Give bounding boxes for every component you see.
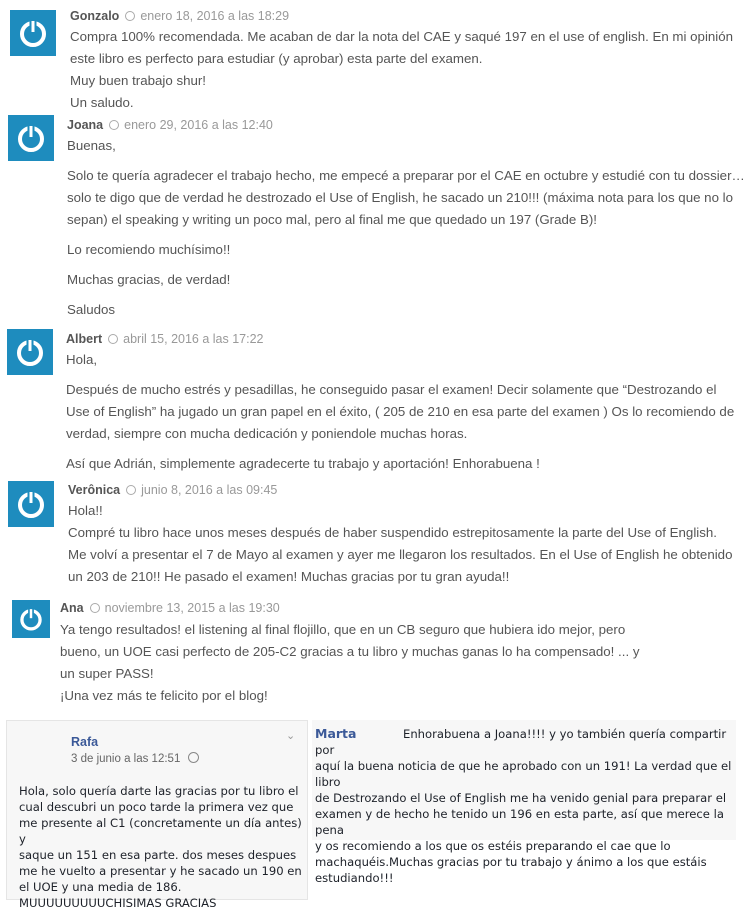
comment-date[interactable]: junio 8, 2016 a las 09:45 bbox=[141, 483, 278, 497]
comment-line: Un saludo. bbox=[70, 95, 134, 110]
facebook-body bbox=[19, 783, 304, 911]
comment-meta bbox=[67, 118, 273, 132]
avatar[interactable] bbox=[8, 481, 54, 527]
comment-body bbox=[70, 26, 733, 114]
comment-line: Hola!! bbox=[68, 503, 103, 518]
comment-body bbox=[66, 349, 734, 475]
power-icon bbox=[17, 605, 45, 633]
comment-line: Me volví a presentar el 7 de Mayo al examen y ayer me llegaron los resultados. En el Use of English he obtenido bbox=[68, 547, 733, 562]
message-line: aquí la buena noticia de que he aprobado con un 191! La verdad que el libro bbox=[315, 759, 732, 789]
comment-gonzalo bbox=[0, 0, 747, 112]
comment-albert bbox=[0, 326, 747, 478]
comment-joana bbox=[0, 112, 747, 324]
comment-line: Buenas, bbox=[67, 138, 116, 153]
comment-meta bbox=[68, 483, 277, 497]
avatar[interactable] bbox=[12, 600, 50, 638]
message-line: y os recomiendo a los que os estéis preparando el cae que lo bbox=[315, 839, 671, 853]
message-line: de Destrozando el Use of English me ha venido genial para preparar el bbox=[315, 791, 727, 805]
comment-line: Solo te quería agradecer el trabajo hecho, me empecé a preparar por el CAE en octubre y estudié con tu dossier… bbox=[67, 168, 745, 183]
comment-author[interactable]: Albert bbox=[66, 332, 103, 346]
comment-line: Así que Adrián, simplemente agradecerte tu trabajo y aportación! Enhorabuena ! bbox=[66, 456, 540, 471]
comment-line: Muchas gracias, de verdad! bbox=[67, 272, 231, 287]
comment-line: Hola, bbox=[66, 352, 98, 367]
clock-icon bbox=[125, 11, 135, 21]
comment-line: Después de mucho estrés y pesadillas, he conseguido pasar el examen! Decir solamente que “Destrozando el bbox=[66, 382, 717, 397]
facebook-date[interactable] bbox=[71, 752, 199, 765]
comment-ana bbox=[0, 596, 747, 710]
message-author[interactable]: Marta bbox=[315, 726, 357, 741]
facebook-date-text: 3 de junio a las 12:51 bbox=[71, 753, 181, 765]
avatar[interactable] bbox=[8, 115, 54, 161]
power-icon bbox=[13, 335, 47, 369]
comment-line: Ya tengo resultados! el listening al final flojillo, que en un CB seguro que hubiera ido mejor, pero bbox=[60, 622, 626, 637]
power-icon bbox=[14, 487, 48, 521]
clock-icon bbox=[109, 120, 119, 130]
comment-body bbox=[60, 619, 639, 707]
message-line: estudiando!!! bbox=[315, 871, 394, 885]
message-card bbox=[312, 720, 736, 885]
facebook-author[interactable]: Rafa bbox=[71, 735, 99, 749]
comment-author[interactable]: Gonzalo bbox=[70, 9, 120, 23]
comment-veronica bbox=[0, 478, 747, 593]
power-icon bbox=[14, 121, 48, 155]
facebook-line: me presente al C1 (concretamente un día antes) y bbox=[19, 816, 302, 846]
comment-author[interactable]: Ana bbox=[60, 601, 84, 615]
comment-line: un super PASS! bbox=[60, 666, 154, 681]
message-line: machaquéis.Muchas gracias por tu trabajo y ánimo a los que estáis bbox=[315, 855, 707, 869]
comment-line: Compra 100% recomendada. Me acaban de dar la nota del CAE y saqué 197 en el use of english. En mi opinión bbox=[70, 29, 734, 44]
comment-body bbox=[68, 500, 732, 588]
comment-body bbox=[67, 135, 745, 321]
facebook-line: me he vuelto a presentar y he sacado un 190 en bbox=[19, 864, 302, 878]
facebook-line: MUUUUUUUUUCHISIMAS GRACIAS bbox=[19, 896, 217, 910]
comment-line: ¡Una vez más te felicito por el blog! bbox=[60, 688, 268, 703]
comment-line: Compré tu libro hace unos meses después de haber suspendido estrepitosamente la parte del Use of English. bbox=[68, 525, 717, 540]
comment-line: este libro es perfecto para estudiar (y aprobar) esta parte del examen. bbox=[70, 51, 483, 66]
comment-meta bbox=[66, 332, 264, 346]
power-icon bbox=[16, 16, 50, 50]
clock-icon bbox=[126, 485, 136, 495]
avatar[interactable] bbox=[7, 329, 53, 375]
message-line: examen y de hecho he tenido un 196 en esta parte, así que merece la pena bbox=[315, 807, 724, 837]
comment-author[interactable]: Verônica bbox=[68, 483, 121, 497]
comment-line: Lo recomiendo muchísimo!! bbox=[67, 242, 231, 257]
comment-date[interactable]: enero 18, 2016 a las 18:29 bbox=[140, 9, 290, 23]
facebook-line: cual descubri un poco tarde la primera vez que bbox=[19, 800, 294, 814]
comment-line: Muy buen trabajo shur! bbox=[70, 73, 207, 88]
comment-meta bbox=[60, 601, 280, 615]
comment-date[interactable]: abril 15, 2016 a las 17:22 bbox=[123, 332, 264, 346]
globe-icon bbox=[188, 752, 199, 763]
comment-line: bueno, un UOE casi perfecto de 205-C2 gracias a tu libro y muchas ganas lo ha compensado! ... y bbox=[60, 644, 640, 659]
comment-author[interactable]: Joana bbox=[67, 118, 104, 132]
comment-line: Saludos bbox=[67, 302, 116, 317]
comment-line: sepan) el speaking y writing un poco mal, pero al final me que quedado un 197 (Grade B)! bbox=[67, 212, 597, 227]
facebook-line: Hola, solo quería darte las gracias por tu libro el bbox=[19, 784, 299, 798]
clock-icon bbox=[108, 334, 118, 344]
message-body bbox=[315, 726, 735, 886]
comment-meta bbox=[70, 9, 289, 23]
facebook-line: el UOE y una media de 186. bbox=[19, 880, 182, 894]
comment-line: solo te digo que de verdad he destrozado el Use of English, he sacado un 210!!! (máxima nota para los que no lo bbox=[67, 190, 734, 205]
comment-date[interactable]: enero 29, 2016 a las 12:40 bbox=[124, 118, 273, 132]
avatar[interactable] bbox=[10, 10, 56, 56]
facebook-comment-card bbox=[6, 720, 308, 910]
clock-icon bbox=[90, 603, 100, 613]
message-line: Enhorabuena a Joana!!!! y yo también quería compartir por bbox=[315, 727, 727, 757]
comment-line: verdad, siempre con mucha dedicación y poniendole muchas horas. bbox=[66, 426, 468, 441]
comment-line: Use of English” ha jugado un gran papel en el éxito, ( 205 de 210 en esa parte del examen ) Os lo recomiendo de bbox=[66, 404, 735, 419]
comment-date[interactable]: noviembre 13, 2015 a las 19:30 bbox=[104, 601, 280, 615]
comment-line: un 203 de 210!! He pasado el examen! Muchas gracias por tu gran ayuda!! bbox=[68, 569, 510, 584]
chevron-down-icon[interactable]: ⌄ bbox=[286, 730, 296, 742]
facebook-line: saque un 151 en esa parte. dos meses despues bbox=[19, 848, 297, 862]
